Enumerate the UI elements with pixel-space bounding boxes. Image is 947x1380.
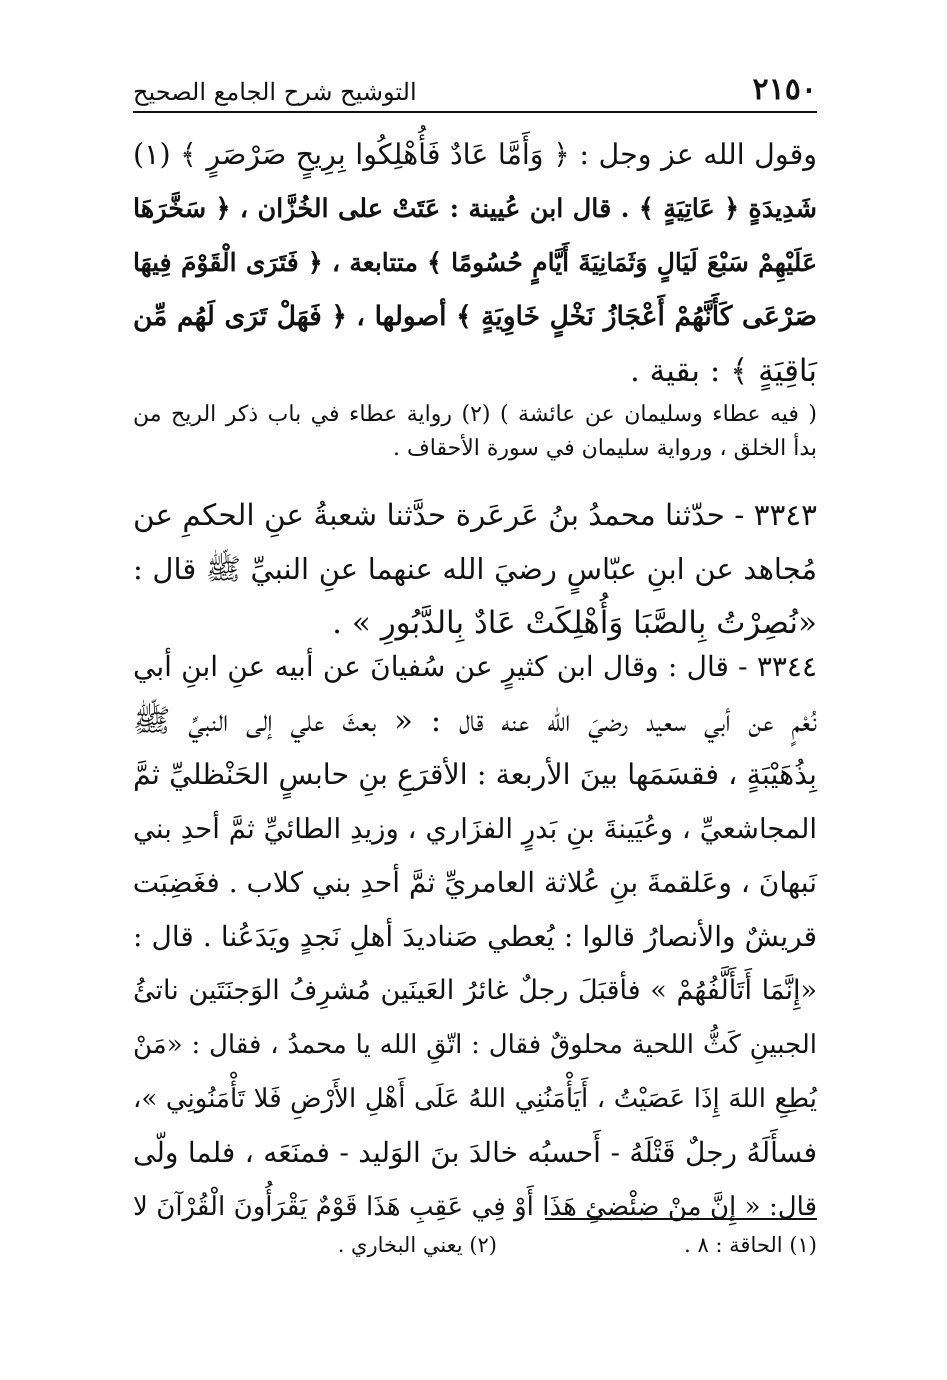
text-line: بَاقِيَةٍ ﴾ : بقية . (629, 353, 817, 389)
footnote-1: (١) الحاقة : ٨ . (684, 1233, 817, 1257)
text-line: «نُصِرْتُ بِالصَّبَا وَأُهْلِكَتْ عَادٌ بِالدَّبُورِ » . (332, 605, 817, 641)
text-line: «إِنَّمَا أَتَأَلَّفُهُمْ » فأقبَلَ رجلٌ غائرُ العَينَين مُشرِفُ الوَجنَتَين ناتئُ (133, 975, 817, 1006)
text-line: يُطِعِ اللهَ إِذَا عَصَيْتُ ، أَيَأْمَنُنِي اللهُ عَلَى أَهْلِ الأَرْضِ فَلا تَأْمَنُونِي »، (133, 1084, 817, 1114)
text-line: الجبينِ كَثُّ اللحية محلوقٌ فقال : اتّقِ الله يا محمدُ ، فقال : «مَنْ (133, 1030, 817, 1060)
text-line: قريشٌ والأنصارُ قالوا : يُعطي صَناديدَ أهلِ نَجدٍ ويَدَعُنا . قال : (133, 920, 817, 953)
text-line: مُجاهد عن ابنِ عبّاسٍ رضيَ الله عنهما عنِ النبيِّ ﷺ قال : (133, 552, 817, 586)
text-line: نُعْمٍ عن أبي سعيد رضيَ الله عنه قال : « بعثَ علي إلى النبيِّ ﷺ (133, 703, 817, 739)
footnote-2: (٢) يعني البخاري . (337, 1233, 497, 1257)
text-line: ( فيه عطاء وسليمان عن عائشة ) (٢) رواية عطاء في باب ذكر الريح من (133, 402, 817, 427)
page-header (133, 62, 817, 112)
note-block (133, 398, 817, 466)
text-line: بِذُهَيْبَةٍ ، فقسَمَها بينَ الأربعة : الأقرَعِ بنِ حابسٍ الحَنْظليِّ ثمَّ (133, 758, 817, 791)
text-line: ٣٣٤٣ - حدّثنا محمدُ بنُ عَرعَرة حدَّثنا شعبةُ عنِ الحكمِ عن (133, 498, 817, 532)
footnote-rule (545, 1218, 817, 1220)
text-line: قال: « إِنَّ مِنْ ضِئْضِئِ هَذَا أَوْ فِي عَقِبِ هَذَا قَوْمٌ يَقْرَأُونَ الْقُرْآنَ لا (133, 1192, 817, 1222)
running-title: التوشيح شرح الجامع الصحيح (133, 78, 417, 106)
page-number: ٢١٥٠ (752, 72, 817, 107)
text-line: فسأَلَهُ رجلٌ قَتْلَهُ - أَحسبُه خالدَ بنَ الوَليد - فمنَعَه ، فلما ولّى (133, 1136, 817, 1169)
text-line: المجاشعيِّ ، وعُيَينةَ بنِ بَدرٍ الفزَاري ، وزيدِ الطائيِّ ثمَّ أحدِ بني (133, 813, 817, 845)
text-line: بدأ الخلق ، ورواية سليمان في سورة الأحقاف . (392, 436, 817, 461)
hadith-3343 (133, 488, 817, 650)
text-line: نَبهانَ ، وعَلقمةَ بنِ عُلاثة العامريِّ ثمَّ أحدِ بني كلاب . فغَضِبَت (132, 866, 817, 899)
header-rule (133, 111, 817, 113)
hadith-3344 (133, 640, 817, 1234)
text-line: ٣٣٤٤ - قال : وقال ابن كثيرٍ عن سُفيانَ عن أبيه عنِ ابنِ أبي (133, 650, 817, 683)
text-line: وقول الله عز وجل : ﴿ وَأَمَّا عَادٌ فَأُهْلِكُوا بِرِيحٍ صَرْصَرٍ ﴾ (١) (133, 138, 817, 171)
quran-commentary-block (133, 128, 817, 398)
text-line: صَرْعَى كَأَنَّهُمْ أَعْجَازُ نَخْلٍ خَاوِيَةٍ ﴾ أصولها ، ﴿ فَهَلْ تَرَى لَهُم مِّن (133, 301, 817, 332)
text-line: عَلَيْهِمْ سَبْعَ لَيَالٍ وَثَمَانِيَةَ أَيَّامٍ حُسُومًا ﴾ متتابعة ، ﴿ فَتَرَى الْقَوْمَ فِيهَا (133, 248, 817, 277)
text-line: شَدِيدَةٍ ﴿ عَاتِيَةٍ ﴾ . قال ابن عُيينة : عَتَتْ على الخُزَّان ، ﴿ سَخَّرَهَا (133, 194, 817, 224)
